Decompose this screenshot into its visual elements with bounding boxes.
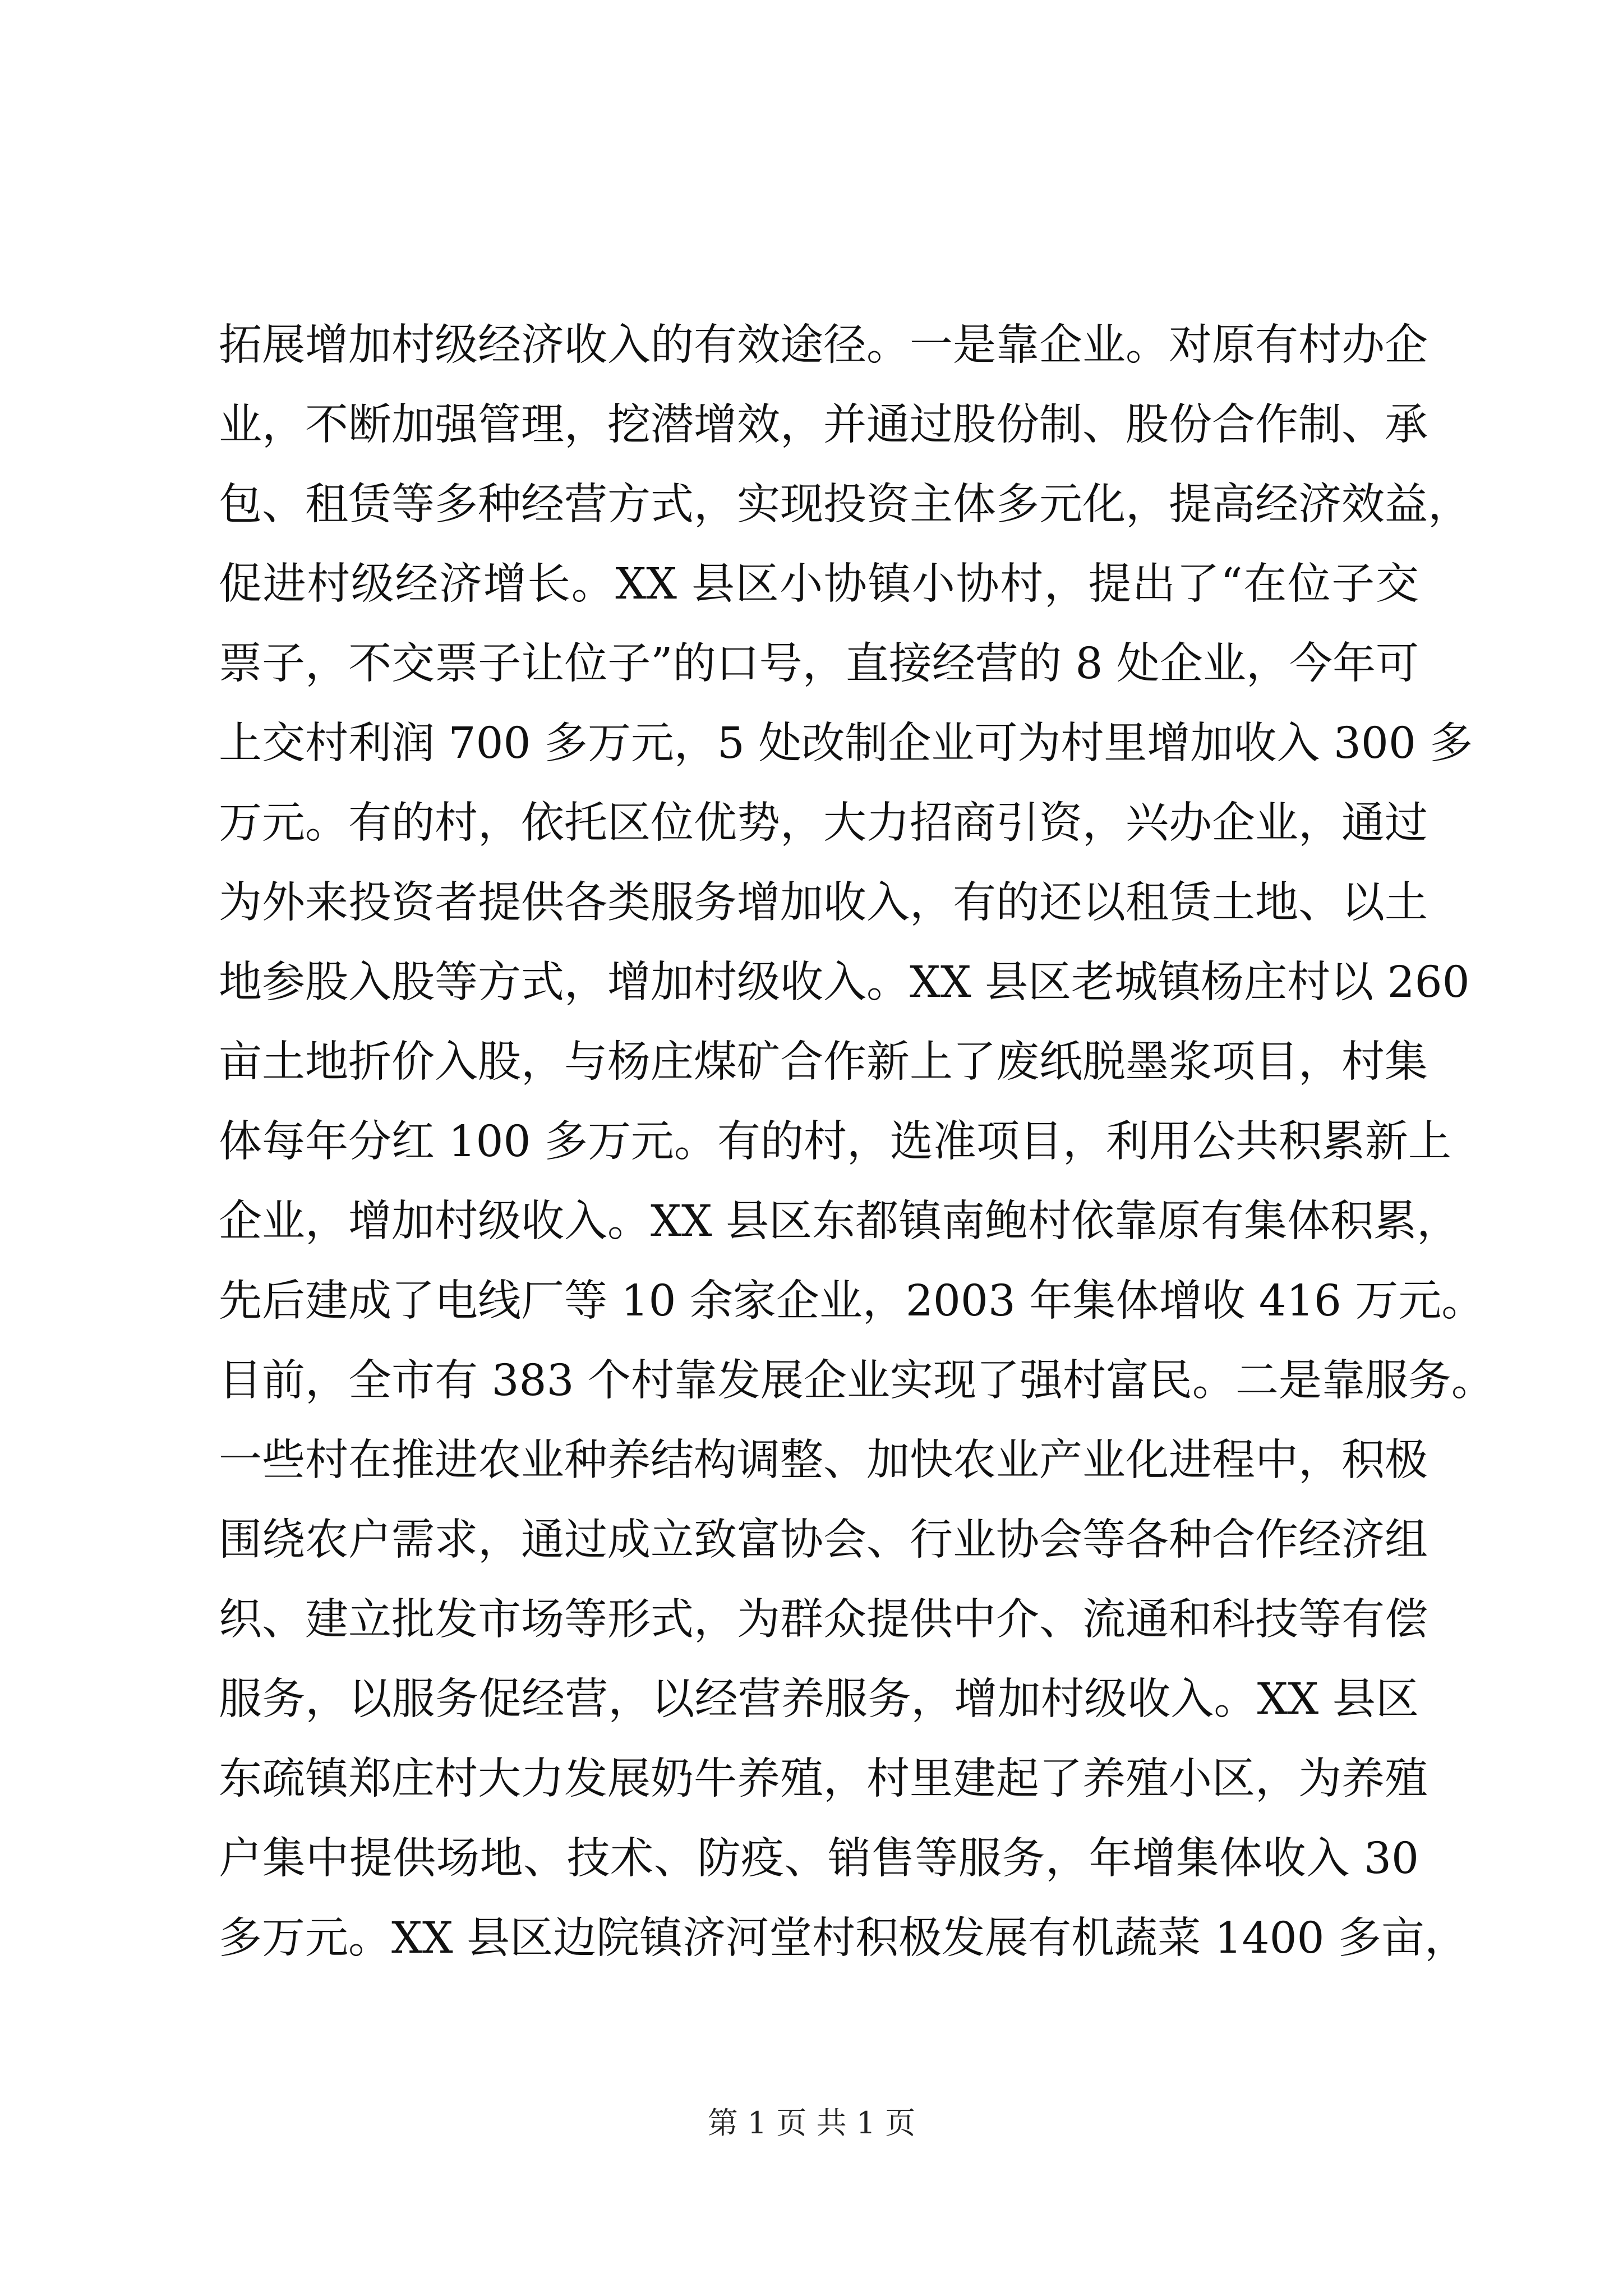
text-line-18: 服务，以服务促经营，以经营养服务，增加村级收入。XX 县区 [219,1674,1419,1724]
text-line-5: 票子，不交票子让位子”的口号，直接经营的 8 处企业，今年可 [219,639,1419,689]
text-line-9: 地参股入股等方式，增加村级收入。XX 县区老城镇杨庄村以 260 [219,958,1470,1007]
text-line-14: 目前，全市有 383 个村靠发展企业实现了强村富民。二是靠服务。 [219,1356,1495,1406]
body-text [219,306,1495,1978]
text-line-17: 织、建立批发市场等形式，为群众提供中介、流通和科技等有偿 [219,1595,1428,1645]
text-line-1: 拓展增加村级经济收入的有效途径。一是靠企业。对原有村办企 [219,320,1428,370]
text-line-21: 多万元。XX 县区边院镇济河堂村积极发展有机蔬菜 1400 多亩， [219,1913,1468,1963]
page-number-label: 第 1 页 共 1 页 [707,2105,916,2141]
text-line-8: 为外来投资者提供各类服务增加收入，有的还以租赁土地、以土 [219,878,1428,928]
text-line-3: 包、租赁等多种经营方式，实现投资主体多元化，提高经济效益， [219,480,1471,530]
page-footer [0,2101,1623,2146]
text-line-16: 围绕农户需求，通过成立致富协会、行业协会等各种合作经济组 [219,1515,1428,1565]
text-line-15: 一些村在推进农业种养结构调整、加快农业产业化进程中，积极 [219,1435,1428,1485]
text-line-6: 上交村利润 700 多万元，5 处改制企业可为村里增加收入 300 多 [219,719,1473,769]
text-line-10: 亩土地折价入股，与杨庄煤矿合作新上了废纸脱墨浆项目，村集 [219,1037,1428,1087]
text-line-19: 东疏镇郑庄村大力发展奶牛养殖，村里建起了养殖小区，为养殖 [219,1754,1428,1804]
text-line-2: 业，不断加强管理，挖潜增效，并通过股份制、股份合作制、承 [219,400,1428,450]
text-line-13: 先后建成了电线厂等 10 余家企业，2003 年集体增收 416 万元。 [219,1276,1485,1326]
text-line-12: 企业，增加村级收入。XX 县区东都镇南鲍村依靠原有集体积累， [219,1197,1460,1246]
text-line-7: 万元。有的村，依托区位优势，大力招商引资，兴办企业，通过 [219,798,1428,848]
text-line-20: 户集中提供场地、技术、防疫、销售等服务，年增集体收入 30 [219,1834,1419,1884]
text-line-11: 体每年分红 100 多万元。有的村，选准项目，利用公共积累新上 [219,1117,1451,1167]
text-line-4: 促进村级经济增长。XX 县区小协镇小协村，提出了“在位子交 [219,559,1419,609]
